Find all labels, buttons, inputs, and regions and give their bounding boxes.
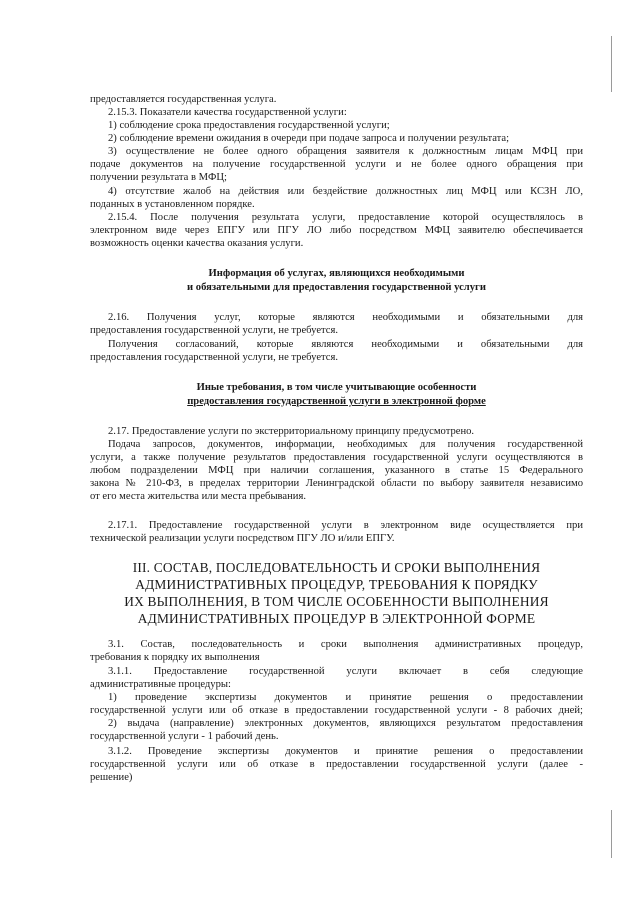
paragraph-line: технической реализации услуги посредством ПГУ ЛО и/или ЕПГУ. [90,533,395,544]
section-title: III. СОСТАВ, ПОСЛЕДОВАТЕЛЬНОСТЬ И СРОКИ ВЫПОЛНЕНИЯ [132,560,541,575]
subsection-heading: Иные требования, в том числе учитывающие особенности [196,382,477,393]
list-item: 1) соблюдение срока предоставления государственной услуги; [108,120,390,131]
subsection-heading: Информация об услугах, являющихся необходимыми [208,268,465,279]
paragraph-line: от его места жительства или места пребывания. [90,491,306,502]
clause-2-17-1: 2.17.1. Предоставление государственной услуги в электронном виде осуществляется при [108,520,583,531]
paragraph-line: предоставления государственной услуги, не требуется. [90,325,339,336]
paragraph-line: государственной услуги или об отказе в предоставлении государственной услуги - 8 рабочих дней; [90,705,583,716]
scan-edge-mark [611,36,612,92]
paragraph-line: решение) [90,772,133,783]
section-title: ИХ ВЫПОЛНЕНИЯ, В ТОМ ЧИСЛЕ ОСОБЕННОСТИ ВЫПОЛНЕНИЯ [124,594,549,609]
paragraph-line: услуги, а также получение результатов предоставления государственной услуги осуществляются в [90,452,583,463]
clause-3-1-1: 3.1.1. Предоставление государственной услуги включает в себя следующие [108,666,583,677]
paragraph-line: административные процедуры: [90,679,231,690]
list-item: 1) проведение экспертизы документов и принятие решения о предоставлении [108,692,583,703]
paragraph-line: государственной услуги - 1 рабочий день. [90,731,279,742]
paragraph-line: подаче документов на получение государственной услуги и не более одного обращения при [90,159,583,170]
paragraph-line: поданных в установленном порядке. [90,199,255,210]
clause-3-1: 3.1. Состав, последовательность и сроки выполнения административных процедур, [108,639,583,650]
list-item: 2) выдача (направление) электронных документов, являющихся результатом предоставления [108,718,583,729]
paragraph-line: государственной услуги или об отказе в предоставлении государственной услуги (далее - [90,759,583,770]
paragraph-line: закона № 210-ФЗ, в пределах территории Ленинградской области по выбору заявителя независимо [90,478,583,489]
section-title: АДМИНИСТРАТИВНЫХ ПРОЦЕДУР В ЭЛЕКТРОННОЙ ФОРМЕ [137,611,536,626]
clause-2-16: 2.16. Получения услуг, которые являются необходимыми и обязательными для [108,312,583,323]
paragraph-line: получении результата в МФЦ; [90,172,227,183]
clause-2-17: 2.17. Предоставление услуги по экстерриториальному принципу предусмотрено. [108,426,475,437]
paragraph-line: Подача запросов, документов, информации, необходимых для получения государственной [108,439,583,450]
subsection-heading: и обязательными для предоставления государственной услуги [187,282,486,293]
clause-2-15-3: 2.15.3. Показатели качества государственной услуги: [108,107,347,118]
clause-3-1-2: 3.1.2. Проведение экспертизы документов и принятие решения о предоставлении [108,746,583,757]
paragraph-line: требования к порядку их выполнения [90,652,260,663]
list-item: 4) отсутствие жалоб на действия или бездействие должностных лиц МФЦ или КСЗН ЛО, [108,186,583,197]
list-item: 2) соблюдение времени ожидания в очереди при подаче запроса и получении результата; [108,133,510,144]
paragraph-line: предоставляется государственная услуга. [90,94,277,105]
paragraph-line: предоставления государственной услуги, не требуется. [90,352,339,363]
scan-edge-mark [611,810,612,858]
paragraph-line: любом подразделении МФЦ при наличии соглашения, указанного в статье 15 Федерального [90,465,583,476]
paragraph-line: Получения согласований, которые являются необходимыми и обязательными для [108,339,583,350]
section-title: АДМИНИСТРАТИВНЫХ ПРОЦЕДУР, ТРЕБОВАНИЯ К ПОРЯДКУ [135,577,538,592]
subsection-heading: предоставления государственной услуги в электронной форме [187,396,486,407]
list-item: 3) осуществление не более одного обращения заявителя к должностным лицам МФЦ при [108,146,583,157]
paragraph-line: электронном виде через ЕПГУ или ПГУ ЛО либо посредством МФЦ заявителю обеспечивается [90,225,583,236]
clause-2-15-4: 2.15.4. После получения результата услуги, предоставление которой осуществлялось в [108,212,583,223]
paragraph-line: возможность оценки качества оказания услуги. [90,238,304,249]
